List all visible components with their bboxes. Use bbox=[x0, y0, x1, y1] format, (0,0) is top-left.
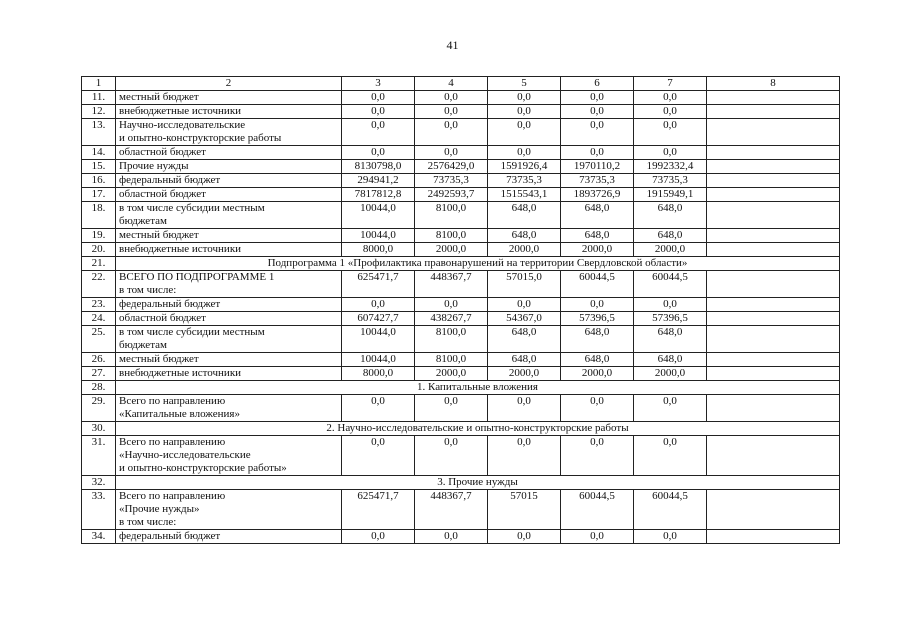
value-cell: 57396,5 bbox=[634, 312, 707, 326]
value-cell: 2000,0 bbox=[488, 367, 561, 381]
row-label: федеральный бюджет bbox=[116, 530, 342, 544]
row-number: 31. bbox=[82, 436, 116, 476]
row-number: 13. bbox=[82, 119, 116, 146]
value-cell: 0,0 bbox=[488, 298, 561, 312]
row-number: 15. bbox=[82, 160, 116, 174]
value-cell: 648,0 bbox=[488, 326, 561, 353]
value-cell: 2000,0 bbox=[415, 367, 488, 381]
value-cell bbox=[707, 146, 840, 160]
table-row bbox=[82, 395, 840, 422]
row-number: 22. bbox=[82, 271, 116, 298]
value-cell: 57015,0 bbox=[488, 271, 561, 298]
section-title: 2. Научно-исследовательские и опытно-конструкторские работы bbox=[116, 422, 840, 436]
value-cell bbox=[707, 395, 840, 422]
value-cell: 0,0 bbox=[561, 530, 634, 544]
value-cell: 60044,5 bbox=[634, 271, 707, 298]
value-cell bbox=[707, 188, 840, 202]
value-cell: 648,0 bbox=[634, 229, 707, 243]
value-cell: 60044,5 bbox=[561, 490, 634, 530]
value-cell: 8100,0 bbox=[415, 353, 488, 367]
value-cell: 8100,0 bbox=[415, 229, 488, 243]
value-cell: 8000,0 bbox=[342, 243, 415, 257]
value-cell: 7817812,8 bbox=[342, 188, 415, 202]
row-number: 33. bbox=[82, 490, 116, 530]
value-cell: 0,0 bbox=[488, 530, 561, 544]
row-label: местный бюджет bbox=[116, 229, 342, 243]
value-cell: 8100,0 bbox=[415, 202, 488, 229]
value-cell: 2000,0 bbox=[561, 243, 634, 257]
value-cell bbox=[707, 91, 840, 105]
row-number: 26. bbox=[82, 353, 116, 367]
table-row bbox=[82, 353, 840, 367]
value-cell bbox=[707, 367, 840, 381]
value-cell: 648,0 bbox=[561, 229, 634, 243]
value-cell: 0,0 bbox=[561, 105, 634, 119]
value-cell: 73735,3 bbox=[561, 174, 634, 188]
value-cell bbox=[707, 271, 840, 298]
table-row bbox=[82, 436, 840, 476]
row-label: Всего по направлению «Капитальные вложения» bbox=[116, 395, 342, 422]
value-cell: 0,0 bbox=[488, 436, 561, 476]
row-label: областной бюджет bbox=[116, 312, 342, 326]
value-cell: 0,0 bbox=[488, 105, 561, 119]
table-row bbox=[82, 202, 840, 229]
row-label: Всего по направлению «Научно-исследовательские и опытно-конструкторские работы» bbox=[116, 436, 342, 476]
value-cell: 0,0 bbox=[634, 105, 707, 119]
value-cell: 448367,7 bbox=[415, 271, 488, 298]
value-cell: 0,0 bbox=[634, 395, 707, 422]
value-cell bbox=[707, 119, 840, 146]
value-cell bbox=[707, 353, 840, 367]
budget-table bbox=[81, 76, 840, 544]
value-cell: 607427,7 bbox=[342, 312, 415, 326]
value-cell: 2576429,0 bbox=[415, 160, 488, 174]
value-cell: 73735,3 bbox=[415, 174, 488, 188]
column-header: 5 bbox=[488, 77, 561, 91]
row-label: в том числе субсидии местным бюджетам bbox=[116, 202, 342, 229]
value-cell: 0,0 bbox=[561, 91, 634, 105]
value-cell: 2000,0 bbox=[634, 243, 707, 257]
row-number: 24. bbox=[82, 312, 116, 326]
value-cell: 73735,3 bbox=[634, 174, 707, 188]
value-cell: 54367,0 bbox=[488, 312, 561, 326]
table-row bbox=[82, 105, 840, 119]
value-cell: 648,0 bbox=[488, 202, 561, 229]
row-number: 23. bbox=[82, 298, 116, 312]
row-number: 20. bbox=[82, 243, 116, 257]
value-cell: 1992332,4 bbox=[634, 160, 707, 174]
value-cell: 648,0 bbox=[561, 202, 634, 229]
section-row bbox=[82, 257, 840, 271]
value-cell bbox=[707, 530, 840, 544]
table-row bbox=[82, 174, 840, 188]
section-row bbox=[82, 476, 840, 490]
row-number: 21. bbox=[82, 257, 116, 271]
table-row bbox=[82, 312, 840, 326]
column-header: 1 bbox=[82, 77, 116, 91]
value-cell: 0,0 bbox=[342, 436, 415, 476]
value-cell: 60044,5 bbox=[561, 271, 634, 298]
value-cell: 0,0 bbox=[415, 395, 488, 422]
value-cell: 73735,3 bbox=[488, 174, 561, 188]
value-cell bbox=[707, 160, 840, 174]
value-cell: 625471,7 bbox=[342, 271, 415, 298]
value-cell bbox=[707, 243, 840, 257]
table-row bbox=[82, 160, 840, 174]
value-cell: 0,0 bbox=[561, 436, 634, 476]
value-cell: 0,0 bbox=[415, 298, 488, 312]
row-label: ВСЕГО ПО ПОДПРОГРАММЕ 1 в том числе: bbox=[116, 271, 342, 298]
value-cell: 2000,0 bbox=[488, 243, 561, 257]
column-header: 6 bbox=[561, 77, 634, 91]
value-cell: 0,0 bbox=[342, 298, 415, 312]
table-row bbox=[82, 229, 840, 243]
page-number: 41 bbox=[446, 38, 459, 52]
value-cell bbox=[707, 174, 840, 188]
value-cell: 648,0 bbox=[634, 326, 707, 353]
table-row bbox=[82, 490, 840, 530]
row-label: местный бюджет bbox=[116, 91, 342, 105]
row-number: 14. bbox=[82, 146, 116, 160]
value-cell: 2000,0 bbox=[415, 243, 488, 257]
section-title: Подпрограмма 1 «Профилактика правонарушений на территории Свердловской области» bbox=[116, 257, 840, 271]
row-number: 27. bbox=[82, 367, 116, 381]
value-cell bbox=[707, 105, 840, 119]
section-title: 3. Прочие нужды bbox=[116, 476, 840, 490]
row-number: 25. bbox=[82, 326, 116, 353]
table-row bbox=[82, 146, 840, 160]
row-label: Всего по направлению «Прочие нужды» в том числе: bbox=[116, 490, 342, 530]
value-cell bbox=[707, 202, 840, 229]
value-cell: 1515543,1 bbox=[488, 188, 561, 202]
value-cell bbox=[707, 229, 840, 243]
value-cell: 0,0 bbox=[415, 119, 488, 146]
value-cell: 0,0 bbox=[342, 530, 415, 544]
value-cell: 0,0 bbox=[415, 530, 488, 544]
value-cell: 8000,0 bbox=[342, 367, 415, 381]
value-cell: 0,0 bbox=[561, 298, 634, 312]
row-label: внебюджетные источники bbox=[116, 367, 342, 381]
value-cell: 0,0 bbox=[415, 146, 488, 160]
value-cell: 0,0 bbox=[634, 298, 707, 312]
value-cell: 0,0 bbox=[342, 395, 415, 422]
row-number: 28. bbox=[82, 381, 116, 395]
value-cell: 1591926,4 bbox=[488, 160, 561, 174]
table-row bbox=[82, 243, 840, 257]
row-label: местный бюджет bbox=[116, 353, 342, 367]
row-number: 34. bbox=[82, 530, 116, 544]
value-cell: 625471,7 bbox=[342, 490, 415, 530]
row-label: внебюджетные источники bbox=[116, 243, 342, 257]
column-header: 4 bbox=[415, 77, 488, 91]
section-row bbox=[82, 422, 840, 436]
value-cell: 648,0 bbox=[561, 353, 634, 367]
section-row bbox=[82, 381, 840, 395]
table-row bbox=[82, 530, 840, 544]
value-cell: 0,0 bbox=[561, 146, 634, 160]
section-title: 1. Капитальные вложения bbox=[116, 381, 840, 395]
row-label: в том числе субсидии местным бюджетам bbox=[116, 326, 342, 353]
value-cell: 2000,0 bbox=[561, 367, 634, 381]
value-cell bbox=[707, 490, 840, 530]
value-cell: 1893726,9 bbox=[561, 188, 634, 202]
value-cell: 0,0 bbox=[634, 436, 707, 476]
value-cell: 10044,0 bbox=[342, 229, 415, 243]
value-cell: 438267,7 bbox=[415, 312, 488, 326]
value-cell: 0,0 bbox=[488, 395, 561, 422]
value-cell: 1970110,2 bbox=[561, 160, 634, 174]
value-cell: 648,0 bbox=[634, 353, 707, 367]
value-cell: 10044,0 bbox=[342, 353, 415, 367]
value-cell: 2000,0 bbox=[634, 367, 707, 381]
table-body bbox=[82, 77, 840, 544]
value-cell: 1915949,1 bbox=[634, 188, 707, 202]
row-number: 19. bbox=[82, 229, 116, 243]
row-label: внебюджетные источники bbox=[116, 105, 342, 119]
value-cell: 0,0 bbox=[342, 146, 415, 160]
value-cell: 0,0 bbox=[634, 146, 707, 160]
column-header: 7 bbox=[634, 77, 707, 91]
row-number: 11. bbox=[82, 91, 116, 105]
value-cell: 8100,0 bbox=[415, 326, 488, 353]
header-row bbox=[82, 77, 840, 91]
table-row bbox=[82, 119, 840, 146]
table-row bbox=[82, 326, 840, 353]
value-cell: 648,0 bbox=[634, 202, 707, 229]
value-cell: 0,0 bbox=[342, 119, 415, 146]
table-row bbox=[82, 188, 840, 202]
value-cell: 0,0 bbox=[488, 91, 561, 105]
value-cell: 0,0 bbox=[342, 105, 415, 119]
value-cell: 448367,7 bbox=[415, 490, 488, 530]
value-cell: 294941,2 bbox=[342, 174, 415, 188]
value-cell: 60044,5 bbox=[634, 490, 707, 530]
value-cell: 0,0 bbox=[634, 91, 707, 105]
column-header: 3 bbox=[342, 77, 415, 91]
row-number: 12. bbox=[82, 105, 116, 119]
value-cell: 648,0 bbox=[488, 229, 561, 243]
table-row bbox=[82, 298, 840, 312]
value-cell: 0,0 bbox=[415, 436, 488, 476]
row-number: 18. bbox=[82, 202, 116, 229]
value-cell: 57396,5 bbox=[561, 312, 634, 326]
value-cell: 0,0 bbox=[488, 119, 561, 146]
table-row bbox=[82, 367, 840, 381]
row-label: областной бюджет bbox=[116, 146, 342, 160]
value-cell: 0,0 bbox=[634, 530, 707, 544]
row-label: федеральный бюджет bbox=[116, 298, 342, 312]
row-number: 32. bbox=[82, 476, 116, 490]
row-label: федеральный бюджет bbox=[116, 174, 342, 188]
value-cell: 0,0 bbox=[342, 91, 415, 105]
row-label: областной бюджет bbox=[116, 188, 342, 202]
value-cell: 0,0 bbox=[561, 119, 634, 146]
value-cell: 10044,0 bbox=[342, 202, 415, 229]
value-cell: 648,0 bbox=[488, 353, 561, 367]
value-cell: 57015 bbox=[488, 490, 561, 530]
row-number: 30. bbox=[82, 422, 116, 436]
row-number: 17. bbox=[82, 188, 116, 202]
value-cell: 0,0 bbox=[415, 91, 488, 105]
row-number: 16. bbox=[82, 174, 116, 188]
column-header: 8 bbox=[707, 77, 840, 91]
value-cell: 648,0 bbox=[561, 326, 634, 353]
value-cell: 0,0 bbox=[488, 146, 561, 160]
row-number: 29. bbox=[82, 395, 116, 422]
table-row bbox=[82, 91, 840, 105]
row-label: Научно-исследовательские и опытно-конструкторские работы bbox=[116, 119, 342, 146]
value-cell bbox=[707, 326, 840, 353]
row-label: Прочие нужды bbox=[116, 160, 342, 174]
value-cell: 0,0 bbox=[415, 105, 488, 119]
value-cell: 0,0 bbox=[561, 395, 634, 422]
value-cell: 2492593,7 bbox=[415, 188, 488, 202]
value-cell: 0,0 bbox=[634, 119, 707, 146]
value-cell bbox=[707, 312, 840, 326]
value-cell: 10044,0 bbox=[342, 326, 415, 353]
value-cell bbox=[707, 436, 840, 476]
table-row bbox=[82, 271, 840, 298]
column-header: 2 bbox=[116, 77, 342, 91]
value-cell bbox=[707, 298, 840, 312]
value-cell: 8130798,0 bbox=[342, 160, 415, 174]
